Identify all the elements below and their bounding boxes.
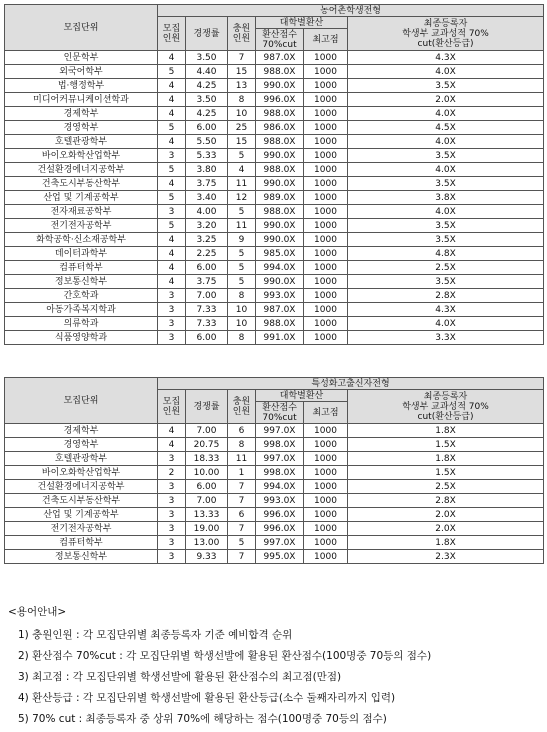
cell-additional-admits: 5: [228, 261, 256, 275]
cell-additional-admits: 4: [228, 163, 256, 177]
cell-competition-rate: 10.00: [186, 466, 228, 480]
cell-unit: 경영학부: [5, 121, 158, 135]
cell-additional-admits: 11: [228, 219, 256, 233]
cell-max-score: 1000: [304, 121, 348, 135]
cell-unit: 식품영양학과: [5, 331, 158, 345]
table-row: [5, 51, 544, 65]
cell-converted-score: 994.0X: [256, 261, 304, 275]
cell-max-score: 1000: [304, 65, 348, 79]
cell-quota: 5: [158, 219, 186, 233]
note-item: 2) 환산점수 70%cut : 각 모집단위별 학생선발에 활용된 환산점수(100명중 70등의 점수): [18, 650, 432, 662]
cell-final-grade: 3.5X: [348, 275, 544, 289]
cell-max-score: 1000: [304, 536, 348, 550]
table-row: [5, 522, 544, 536]
cell-unit: 경제학부: [5, 107, 158, 121]
table-row: [5, 121, 544, 135]
cell-max-score: 1000: [304, 289, 348, 303]
cell-final-grade: 4.0X: [348, 107, 544, 121]
cell-max-score: 1000: [304, 135, 348, 149]
cell-competition-rate: 7.00: [186, 494, 228, 508]
cell-final-grade: 2.0X: [348, 508, 544, 522]
cell-unit: 외국어학부: [5, 65, 158, 79]
cell-quota: 5: [158, 191, 186, 205]
cell-converted-score: 987.0X: [256, 303, 304, 317]
cell-unit: 아동가족복지학과: [5, 303, 158, 317]
cell-additional-admits: 10: [228, 317, 256, 331]
cell-quota: 4: [158, 93, 186, 107]
cell-additional-admits: 7: [228, 550, 256, 564]
cell-quota: 4: [158, 275, 186, 289]
cell-converted-score: 993.0X: [256, 289, 304, 303]
cell-competition-rate: 4.25: [186, 107, 228, 121]
cell-converted-score: 988.0X: [256, 135, 304, 149]
cell-unit: 호텔관광학부: [5, 452, 158, 466]
cell-converted-score: 987.0X: [256, 51, 304, 65]
cell-quota: 4: [158, 135, 186, 149]
cell-final-grade: 4.0X: [348, 317, 544, 331]
cell-converted-score: 990.0X: [256, 233, 304, 247]
admission-table-rural: [4, 4, 544, 345]
cell-competition-rate: 7.00: [186, 424, 228, 438]
cell-additional-admits: 6: [228, 424, 256, 438]
cell-competition-rate: 3.80: [186, 163, 228, 177]
cell-unit: 산업 및 기계공학부: [5, 191, 158, 205]
cell-unit: 화학공학·신소재공학부: [5, 233, 158, 247]
terms-guide-title: <용어안내>: [8, 606, 67, 618]
cell-final-grade: 2.3X: [348, 550, 544, 564]
cell-unit: 의류학과: [5, 317, 158, 331]
table-row: [5, 466, 544, 480]
cell-additional-admits: 15: [228, 135, 256, 149]
cell-unit: 건설환경에너지공학부: [5, 480, 158, 494]
cell-max-score: 1000: [304, 163, 348, 177]
cell-quota: 4: [158, 424, 186, 438]
admission-table-vocational: [4, 377, 544, 564]
cell-additional-admits: 5: [228, 149, 256, 163]
cell-final-grade: 2.5X: [348, 480, 544, 494]
cell-competition-rate: 9.33: [186, 550, 228, 564]
cell-additional-admits: 7: [228, 494, 256, 508]
table-row: [5, 550, 544, 564]
header-unit: 모집단위: [5, 5, 158, 51]
table-row: [5, 135, 544, 149]
cell-final-grade: 3.5X: [348, 219, 544, 233]
cell-quota: 4: [158, 177, 186, 191]
table-row: [5, 205, 544, 219]
cell-max-score: 1000: [304, 303, 348, 317]
table-row: [5, 289, 544, 303]
cell-competition-rate: 13.33: [186, 508, 228, 522]
cell-additional-admits: 7: [228, 480, 256, 494]
cell-unit: 간호학과: [5, 289, 158, 303]
cell-unit: 산업 및 기계공학부: [5, 508, 158, 522]
cell-final-grade: 2.8X: [348, 494, 544, 508]
table-row: [5, 480, 544, 494]
cell-quota: 4: [158, 51, 186, 65]
cell-converted-score: 995.0X: [256, 550, 304, 564]
cell-unit: 컴퓨터학부: [5, 261, 158, 275]
header-admission-type: 농어촌학생전형: [158, 5, 544, 17]
header-final-registrant: 최종등록자 학생부 교과성적 70% cut(환산등급): [348, 17, 544, 51]
cell-final-grade: 4.0X: [348, 205, 544, 219]
cell-max-score: 1000: [304, 233, 348, 247]
cell-additional-admits: 9: [228, 233, 256, 247]
cell-max-score: 1000: [304, 149, 348, 163]
cell-competition-rate: 3.50: [186, 51, 228, 65]
cell-max-score: 1000: [304, 247, 348, 261]
table-row: [5, 191, 544, 205]
cell-additional-admits: 11: [228, 177, 256, 191]
cell-quota: 4: [158, 233, 186, 247]
cell-quota: 3: [158, 149, 186, 163]
header-university-conversion: 대학별환산: [256, 17, 348, 29]
cell-additional-admits: 8: [228, 289, 256, 303]
table-row: [5, 149, 544, 163]
table-body: [5, 51, 544, 345]
cell-quota: 3: [158, 317, 186, 331]
header-additional-admits: 충원 인원: [228, 390, 256, 424]
cell-competition-rate: 3.75: [186, 275, 228, 289]
cell-converted-score: 988.0X: [256, 65, 304, 79]
table-row: [5, 452, 544, 466]
cell-competition-rate: 7.33: [186, 317, 228, 331]
cell-final-grade: 3.5X: [348, 177, 544, 191]
cell-competition-rate: 6.00: [186, 331, 228, 345]
table-row: [5, 303, 544, 317]
header-admission-type: 특성화고출신자전형: [158, 378, 544, 390]
cell-max-score: 1000: [304, 261, 348, 275]
cell-unit: 건설환경에너지공학부: [5, 163, 158, 177]
cell-converted-score: 998.0X: [256, 438, 304, 452]
cell-max-score: 1000: [304, 494, 348, 508]
cell-converted-score: 985.0X: [256, 247, 304, 261]
cell-converted-score: 988.0X: [256, 205, 304, 219]
cell-additional-admits: 13: [228, 79, 256, 93]
table-row: [5, 261, 544, 275]
cell-additional-admits: 10: [228, 303, 256, 317]
cell-max-score: 1000: [304, 219, 348, 233]
note-item: 4) 환산등급 : 각 모집단위별 학생선발에 활용된 환산등급(소수 둘째자리까지 입력): [18, 692, 396, 704]
cell-max-score: 1000: [304, 275, 348, 289]
cell-additional-admits: 5: [228, 275, 256, 289]
table-row: [5, 65, 544, 79]
cell-converted-score: 988.0X: [256, 107, 304, 121]
header-converted-score-70cut: 환산점수 70%cut: [256, 402, 304, 424]
cell-converted-score: 990.0X: [256, 79, 304, 93]
cell-additional-admits: 5: [228, 536, 256, 550]
cell-competition-rate: 3.25: [186, 233, 228, 247]
cell-quota: 4: [158, 247, 186, 261]
cell-quota: 3: [158, 494, 186, 508]
table-row: [5, 107, 544, 121]
cell-final-grade: 3.3X: [348, 331, 544, 345]
cell-competition-rate: 13.00: [186, 536, 228, 550]
table-body: [5, 424, 544, 564]
cell-converted-score: 990.0X: [256, 149, 304, 163]
cell-max-score: 1000: [304, 93, 348, 107]
table-row: [5, 275, 544, 289]
cell-quota: 3: [158, 522, 186, 536]
cell-competition-rate: 3.20: [186, 219, 228, 233]
cell-unit: 미디어커뮤니케이션학과: [5, 93, 158, 107]
cell-competition-rate: 2.25: [186, 247, 228, 261]
cell-competition-rate: 3.75: [186, 177, 228, 191]
cell-competition-rate: 20.75: [186, 438, 228, 452]
cell-final-grade: 3.5X: [348, 233, 544, 247]
cell-additional-admits: 15: [228, 65, 256, 79]
cell-final-grade: 3.5X: [348, 79, 544, 93]
cell-quota: 3: [158, 536, 186, 550]
cell-competition-rate: 3.50: [186, 93, 228, 107]
cell-converted-score: 997.0X: [256, 452, 304, 466]
cell-converted-score: 997.0X: [256, 536, 304, 550]
cell-additional-admits: 6: [228, 508, 256, 522]
cell-final-grade: 4.3X: [348, 51, 544, 65]
cell-converted-score: 989.0X: [256, 191, 304, 205]
cell-max-score: 1000: [304, 205, 348, 219]
cell-unit: 데이터과학부: [5, 247, 158, 261]
cell-competition-rate: 18.33: [186, 452, 228, 466]
header-competition-rate: 경쟁률: [186, 17, 228, 51]
cell-competition-rate: 5.33: [186, 149, 228, 163]
cell-final-grade: 1.5X: [348, 438, 544, 452]
table-row: [5, 247, 544, 261]
cell-converted-score: 994.0X: [256, 480, 304, 494]
cell-max-score: 1000: [304, 508, 348, 522]
table-row: [5, 331, 544, 345]
cell-competition-rate: 19.00: [186, 522, 228, 536]
cell-competition-rate: 6.00: [186, 261, 228, 275]
cell-quota: 3: [158, 508, 186, 522]
cell-additional-admits: 8: [228, 438, 256, 452]
cell-competition-rate: 6.00: [186, 480, 228, 494]
note-item: 1) 충원인원 : 각 모집단위별 최종등록자 기준 예비합격 순위: [18, 629, 293, 641]
table-row: [5, 219, 544, 233]
cell-unit: 인문학부: [5, 51, 158, 65]
cell-quota: 5: [158, 163, 186, 177]
cell-unit: 법·행정학부: [5, 79, 158, 93]
cell-final-grade: 4.0X: [348, 163, 544, 177]
cell-unit: 바이오화학산업학부: [5, 466, 158, 480]
cell-quota: 2: [158, 466, 186, 480]
cell-competition-rate: 4.00: [186, 205, 228, 219]
cell-additional-admits: 7: [228, 522, 256, 536]
cell-converted-score: 986.0X: [256, 121, 304, 135]
cell-converted-score: 990.0X: [256, 275, 304, 289]
cell-additional-admits: 1: [228, 466, 256, 480]
cell-final-grade: 4.3X: [348, 303, 544, 317]
cell-quota: 4: [158, 79, 186, 93]
header-university-conversion: 대학별환산: [256, 390, 348, 402]
table-row: [5, 536, 544, 550]
table-row: [5, 424, 544, 438]
header-competition-rate: 경쟁률: [186, 390, 228, 424]
table-row: [5, 438, 544, 452]
cell-final-grade: 1.8X: [348, 424, 544, 438]
cell-competition-rate: 5.50: [186, 135, 228, 149]
cell-quota: 3: [158, 480, 186, 494]
cell-max-score: 1000: [304, 79, 348, 93]
cell-unit: 컴퓨터학부: [5, 536, 158, 550]
cell-final-grade: 3.8X: [348, 191, 544, 205]
table-row: [5, 79, 544, 93]
cell-final-grade: 2.0X: [348, 522, 544, 536]
cell-max-score: 1000: [304, 191, 348, 205]
cell-converted-score: 996.0X: [256, 508, 304, 522]
cell-additional-admits: 8: [228, 93, 256, 107]
cell-additional-admits: 12: [228, 191, 256, 205]
cell-unit: 전기전자공학부: [5, 522, 158, 536]
cell-converted-score: 998.0X: [256, 466, 304, 480]
cell-additional-admits: 8: [228, 331, 256, 345]
cell-quota: 3: [158, 303, 186, 317]
cell-final-grade: 4.5X: [348, 121, 544, 135]
cell-final-grade: 4.8X: [348, 247, 544, 261]
cell-additional-admits: 7: [228, 51, 256, 65]
header-max-score: 최고점: [304, 29, 348, 51]
cell-unit: 전기전자공학부: [5, 219, 158, 233]
cell-final-grade: 1.5X: [348, 466, 544, 480]
cell-max-score: 1000: [304, 424, 348, 438]
header-quota: 모집 인원: [158, 390, 186, 424]
cell-converted-score: 996.0X: [256, 93, 304, 107]
cell-additional-admits: 11: [228, 452, 256, 466]
header-final-registrant: 최종등록자 학생부 교과성적 70% cut(환산등급): [348, 390, 544, 424]
cell-converted-score: 990.0X: [256, 219, 304, 233]
cell-quota: 3: [158, 452, 186, 466]
cell-max-score: 1000: [304, 177, 348, 191]
cell-max-score: 1000: [304, 522, 348, 536]
cell-max-score: 1000: [304, 317, 348, 331]
cell-unit: 바이오화학산업학부: [5, 149, 158, 163]
cell-converted-score: 990.0X: [256, 177, 304, 191]
cell-quota: 4: [158, 261, 186, 275]
cell-competition-rate: 7.00: [186, 289, 228, 303]
cell-quota: 3: [158, 550, 186, 564]
cell-unit: 정보통신학부: [5, 550, 158, 564]
cell-max-score: 1000: [304, 438, 348, 452]
cell-converted-score: 997.0X: [256, 424, 304, 438]
cell-unit: 건축도시부동산학부: [5, 177, 158, 191]
terms-guide: [8, 604, 543, 732]
cell-final-grade: 1.8X: [348, 536, 544, 550]
cell-unit: 전자재료공학부: [5, 205, 158, 219]
cell-max-score: 1000: [304, 452, 348, 466]
note-item: 5) 70% cut : 최종등록자 중 상위 70%에 해당하는 점수(100명중 70등의 점수): [18, 713, 387, 725]
header-quota: 모집 인원: [158, 17, 186, 51]
cell-additional-admits: 10: [228, 107, 256, 121]
cell-converted-score: 991.0X: [256, 331, 304, 345]
cell-converted-score: 988.0X: [256, 317, 304, 331]
cell-converted-score: 996.0X: [256, 522, 304, 536]
note-item: 3) 최고점 : 각 모집단위별 학생선발에 활용된 환산점수의 최고점(만점): [18, 671, 342, 683]
cell-max-score: 1000: [304, 331, 348, 345]
cell-final-grade: 2.8X: [348, 289, 544, 303]
cell-final-grade: 4.0X: [348, 65, 544, 79]
cell-max-score: 1000: [304, 107, 348, 121]
cell-quota: 4: [158, 107, 186, 121]
table-row: [5, 233, 544, 247]
cell-competition-rate: 6.00: [186, 121, 228, 135]
cell-unit: 경영학부: [5, 438, 158, 452]
table-row: [5, 508, 544, 522]
table-row: [5, 177, 544, 191]
cell-quota: 5: [158, 121, 186, 135]
cell-converted-score: 988.0X: [256, 163, 304, 177]
cell-max-score: 1000: [304, 51, 348, 65]
cell-quota: 3: [158, 331, 186, 345]
cell-quota: 4: [158, 438, 186, 452]
cell-max-score: 1000: [304, 480, 348, 494]
cell-competition-rate: 4.40: [186, 65, 228, 79]
cell-max-score: 1000: [304, 466, 348, 480]
cell-competition-rate: 7.33: [186, 303, 228, 317]
cell-unit: 호텔관광학부: [5, 135, 158, 149]
cell-competition-rate: 4.25: [186, 79, 228, 93]
cell-unit: 경제학부: [5, 424, 158, 438]
table-row: [5, 163, 544, 177]
cell-final-grade: 3.5X: [348, 149, 544, 163]
table-row: [5, 494, 544, 508]
table-row: [5, 93, 544, 107]
cell-quota: 3: [158, 289, 186, 303]
header-unit: 모집단위: [5, 378, 158, 424]
cell-quota: 3: [158, 205, 186, 219]
header-additional-admits: 충원 인원: [228, 17, 256, 51]
cell-converted-score: 993.0X: [256, 494, 304, 508]
cell-additional-admits: 5: [228, 247, 256, 261]
cell-competition-rate: 3.40: [186, 191, 228, 205]
cell-unit: 건축도시부동산학부: [5, 494, 158, 508]
cell-quota: 5: [158, 65, 186, 79]
cell-final-grade: 2.0X: [348, 93, 544, 107]
cell-additional-admits: 25: [228, 121, 256, 135]
cell-unit: 정보통신학부: [5, 275, 158, 289]
cell-final-grade: 1.8X: [348, 452, 544, 466]
cell-additional-admits: 5: [228, 205, 256, 219]
cell-final-grade: 2.5X: [348, 261, 544, 275]
cell-max-score: 1000: [304, 550, 348, 564]
header-max-score: 최고점: [304, 402, 348, 424]
table-row: [5, 317, 544, 331]
header-converted-score-70cut: 환산점수 70%cut: [256, 29, 304, 51]
cell-final-grade: 4.0X: [348, 135, 544, 149]
